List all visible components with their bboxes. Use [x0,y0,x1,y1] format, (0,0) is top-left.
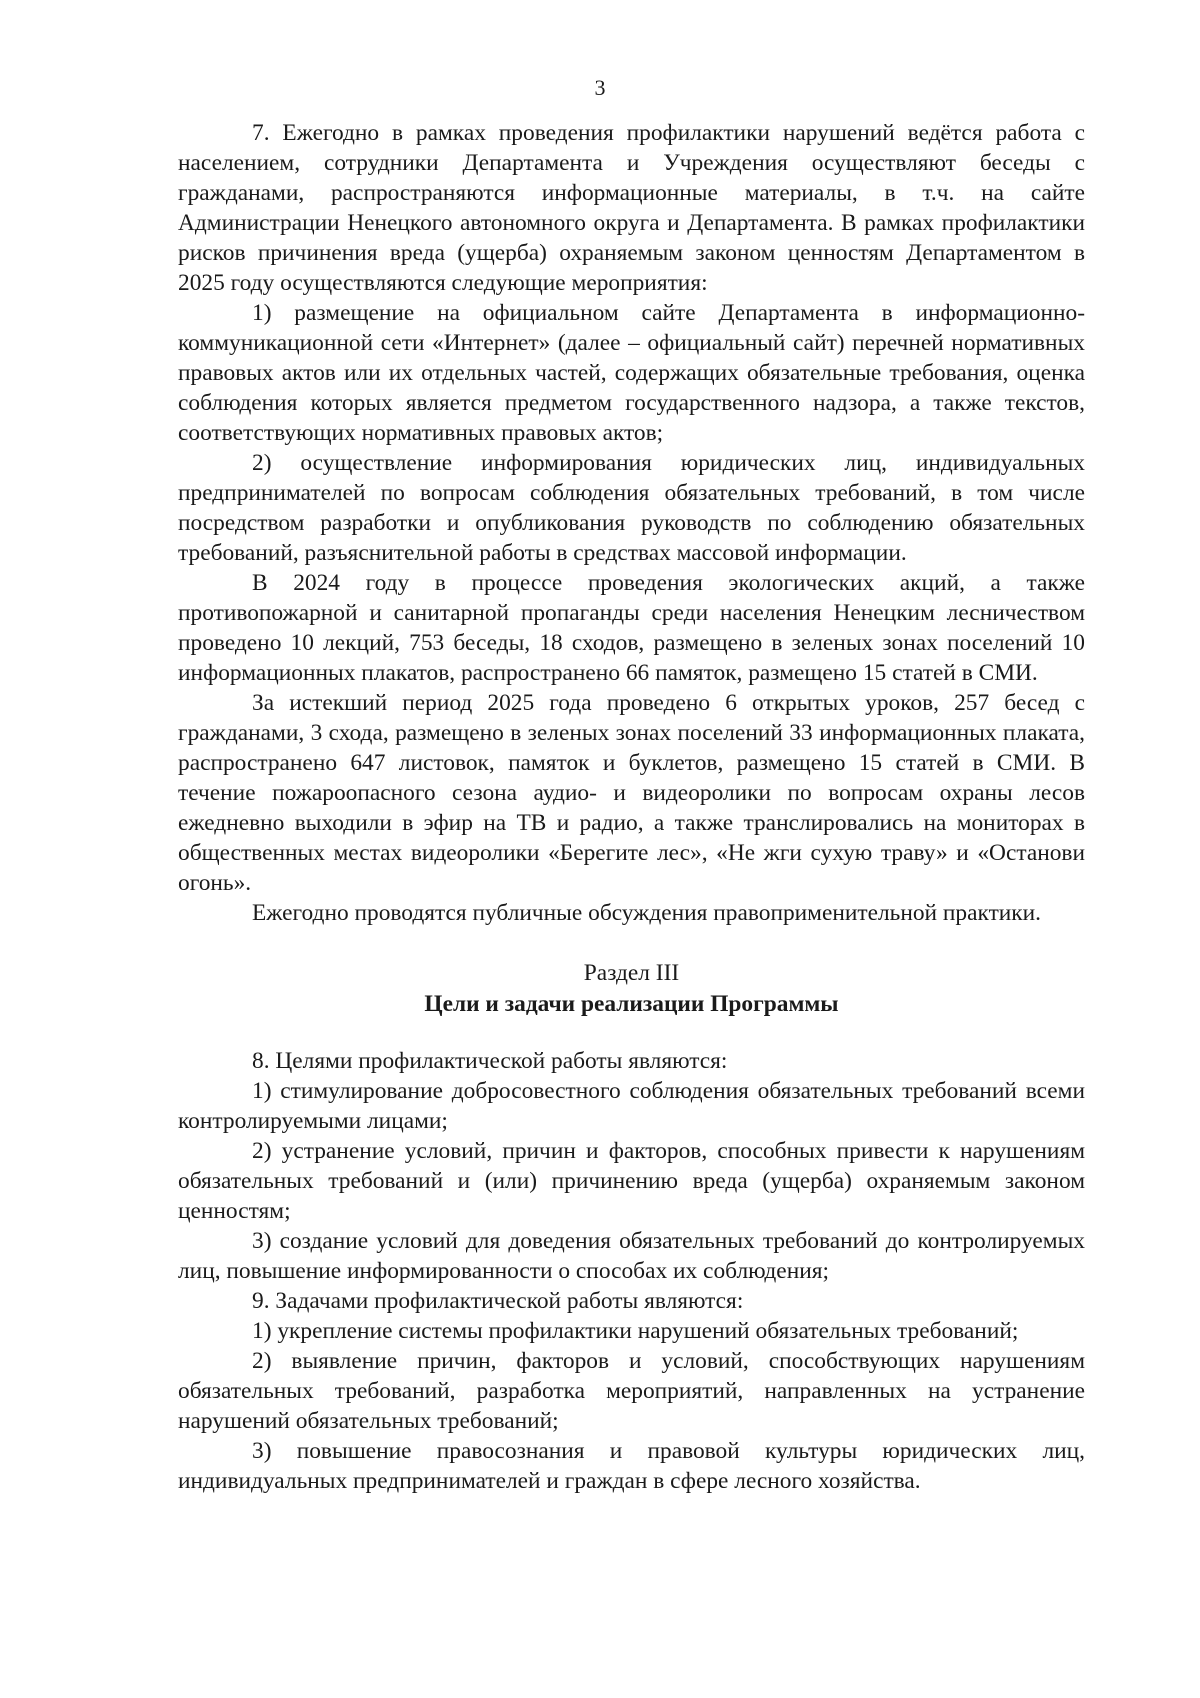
paragraph-8-goals: 8. Целями профилактической работы являются: [252,1048,728,1074]
section-number: Раздел III [583,960,680,986]
goal-item-3: 3) создание условий для доведения обязательных требований до контролируемых лиц, повышение информированности о способах их соблюдения; [178,1228,1085,1284]
document-body [178,118,1085,1496]
task-item-3: 3) повышение правосознания и правовой культуры юридических лиц, индивидуальных предпринимателей и граждан в сфере лесного хозяйства. [178,1438,1085,1494]
paragraph-9-tasks: 9. Задачами профилактической работы являются: [252,1288,744,1314]
paragraph-2024-results: В 2024 году в процессе проведения экологических акций, а также противопожарной и санитарной пропаганды среди населения Ненецким лесничеством проведено 10 лекций, 753 беседы, 18 сходов, размещено в зеленых зонах поселений 10 информационных плакатов, распространено 66 памяток, размещено 15 статей в СМИ. [178,570,1085,686]
paragraph-7-intro: 7. Ежегодно в рамках проведения профилактики нарушений ведётся работа с населением, сотрудники Департамента и Учреждения осуществляют беседы с гражданами, распространяются информационные материалы, в т.ч. на сайте Администрации Ненецкого автономного округа и Департамента. В рамках профилактики рисков причинения вреда (ущерба) охраняемым законом ценностям Департаментом в 2025 году осуществляются следующие мероприятия: [178,120,1085,296]
task-item-1: 1) укрепление системы профилактики нарушений обязательных требований; [252,1318,1019,1344]
goal-item-2: 2) устранение условий, причин и факторов, способных привести к нарушениям обязательных требований и (или) причинению вреда (ущерба) охраняемым законом ценностям; [178,1138,1085,1224]
goal-item-1: 1) стимулирование добросовестного соблюдения обязательных требований всеми контролируемыми лицами; [178,1078,1085,1134]
paragraph-2025-results: За истекший период 2025 года проведено 6 открытых уроков, 257 бесед с гражданами, 3 схода, размещено в зеленых зонах поселений 33 информационных плаката, распространено 647 листовок, памяток и буклетов, размещено 15 статей в СМИ. В течение пожароопасного сезона аудио- и видеоролики по вопросам охраны лесов ежедневно выходили в эфир на ТВ и радио, а также транслировались на мониторах в общественных местах видеоролики «Берегите лес», «Не жги сухую траву» и «Останови огонь». [178,690,1085,896]
measure-item-1: 1) размещение на официальном сайте Департамента в информационно-коммуникационной сети «Интернет» (далее – официальный сайт) перечней нормативных правовых актов или их отдельных частей, содержащих обязательные требования, оценка соблюдения которых является предметом государственного надзора, а также текстов, соответствующих нормативных правовых актов; [178,300,1085,446]
section-heading [178,958,1085,1020]
page-number: 3 [594,75,606,100]
section-title: Цели и задачи реализации Программы [424,991,839,1017]
paragraph-public-discussions: Ежегодно проводятся публичные обсуждения правоприменительной практики. [252,900,1042,926]
task-item-2: 2) выявление причин, факторов и условий, способствующих нарушениям обязательных требований, разработка мероприятий, направленных на устранение нарушений обязательных требований; [178,1348,1085,1434]
measure-item-2: 2) осуществление информирования юридических лиц, индивидуальных предпринимателей по вопросам соблюдения обязательных требований, в том числе посредством разработки и опубликования руководств по соблюдению обязательных требований, разъяснительной работы в средствах массовой информации. [178,450,1085,566]
